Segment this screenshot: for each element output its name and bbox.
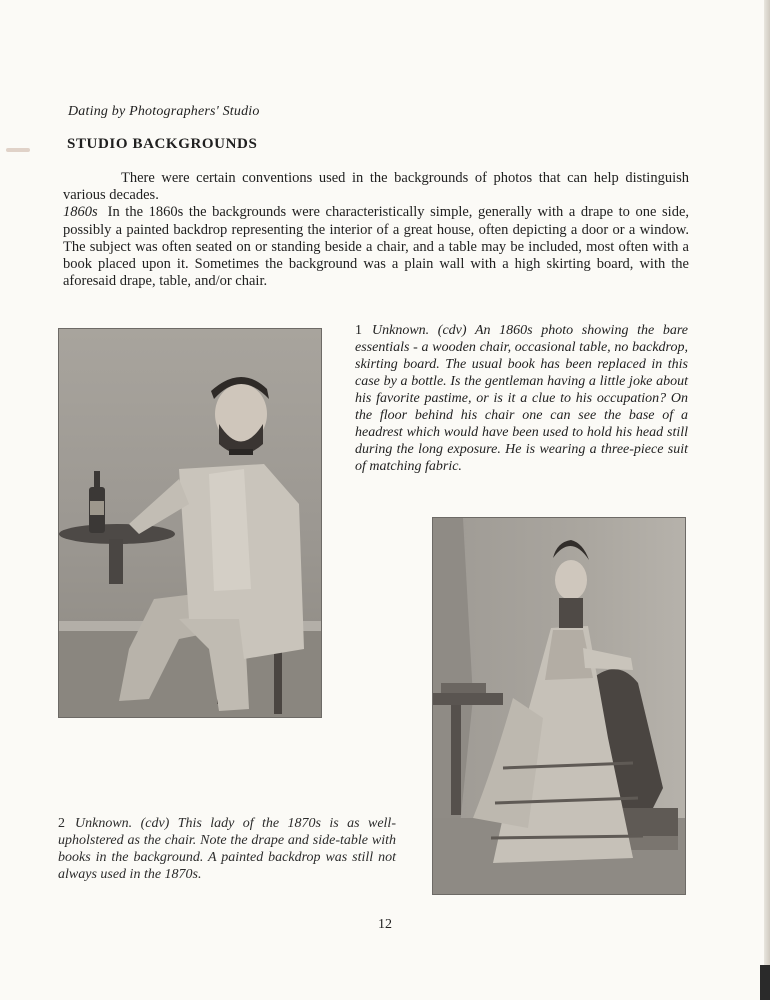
section-title: STUDIO BACKGROUNDS <box>67 136 258 152</box>
running-head: Dating by Photographers' Studio <box>68 104 260 119</box>
page-number: 12 <box>378 917 392 932</box>
page-edge-shadow <box>764 0 770 1000</box>
caption-figure-2 <box>58 815 396 883</box>
page-smudge <box>6 148 30 152</box>
decade-text: In the 1860s the backgrounds were characteristically simple, generally with a drape to one side, possibly a painted backdrop representing the interior of a great house, often depicting a door or a window. The subject was often seated on or standing beside a chair, and a table may be included, most often with a book placed upon it. Sometimes the background was a plain wall with a high skirting board, with the aforesaid drape, table, and/or chair. <box>63 204 689 290</box>
body-text <box>63 170 689 290</box>
decade-paragraph-1860s <box>63 204 689 290</box>
caption-text: Unknown. (cdv) This lady of the 1870s is as well-upholstered as the chair. Note the drape and side-table with books in the background. A painted backdrop was still not always used in the 1870s. <box>58 816 396 882</box>
photo-seated-gentleman-image <box>59 329 321 717</box>
photo-standing-lady-image <box>433 518 685 894</box>
photo-seated-gentleman <box>58 328 322 718</box>
caption-figure-1 <box>355 322 688 475</box>
caption-number: 2 <box>58 816 65 831</box>
photo-standing-lady <box>432 517 686 895</box>
decade-label: 1860s <box>63 204 98 221</box>
scan-edge-mark <box>760 965 770 1000</box>
caption-number: 1 <box>355 323 362 338</box>
intro-paragraph: There were certain conventions used in the backgrounds of photos that can help distinguish various decades. <box>63 170 689 204</box>
caption-text: Unknown. (cdv) An 1860s photo showing the bare essentials - a wooden chair, occasional table, no backdrop, skirting board. The usual book has been replaced in this case by a bottle. Is the gentleman having a little joke about his favorite pastime, or is it a clue to his occupation? On the floor behind his chair one can see the base of a headrest which would have been used to hold his head still during the long exposure. He is wearing a three-piece suit of matching fabric. <box>355 323 688 474</box>
